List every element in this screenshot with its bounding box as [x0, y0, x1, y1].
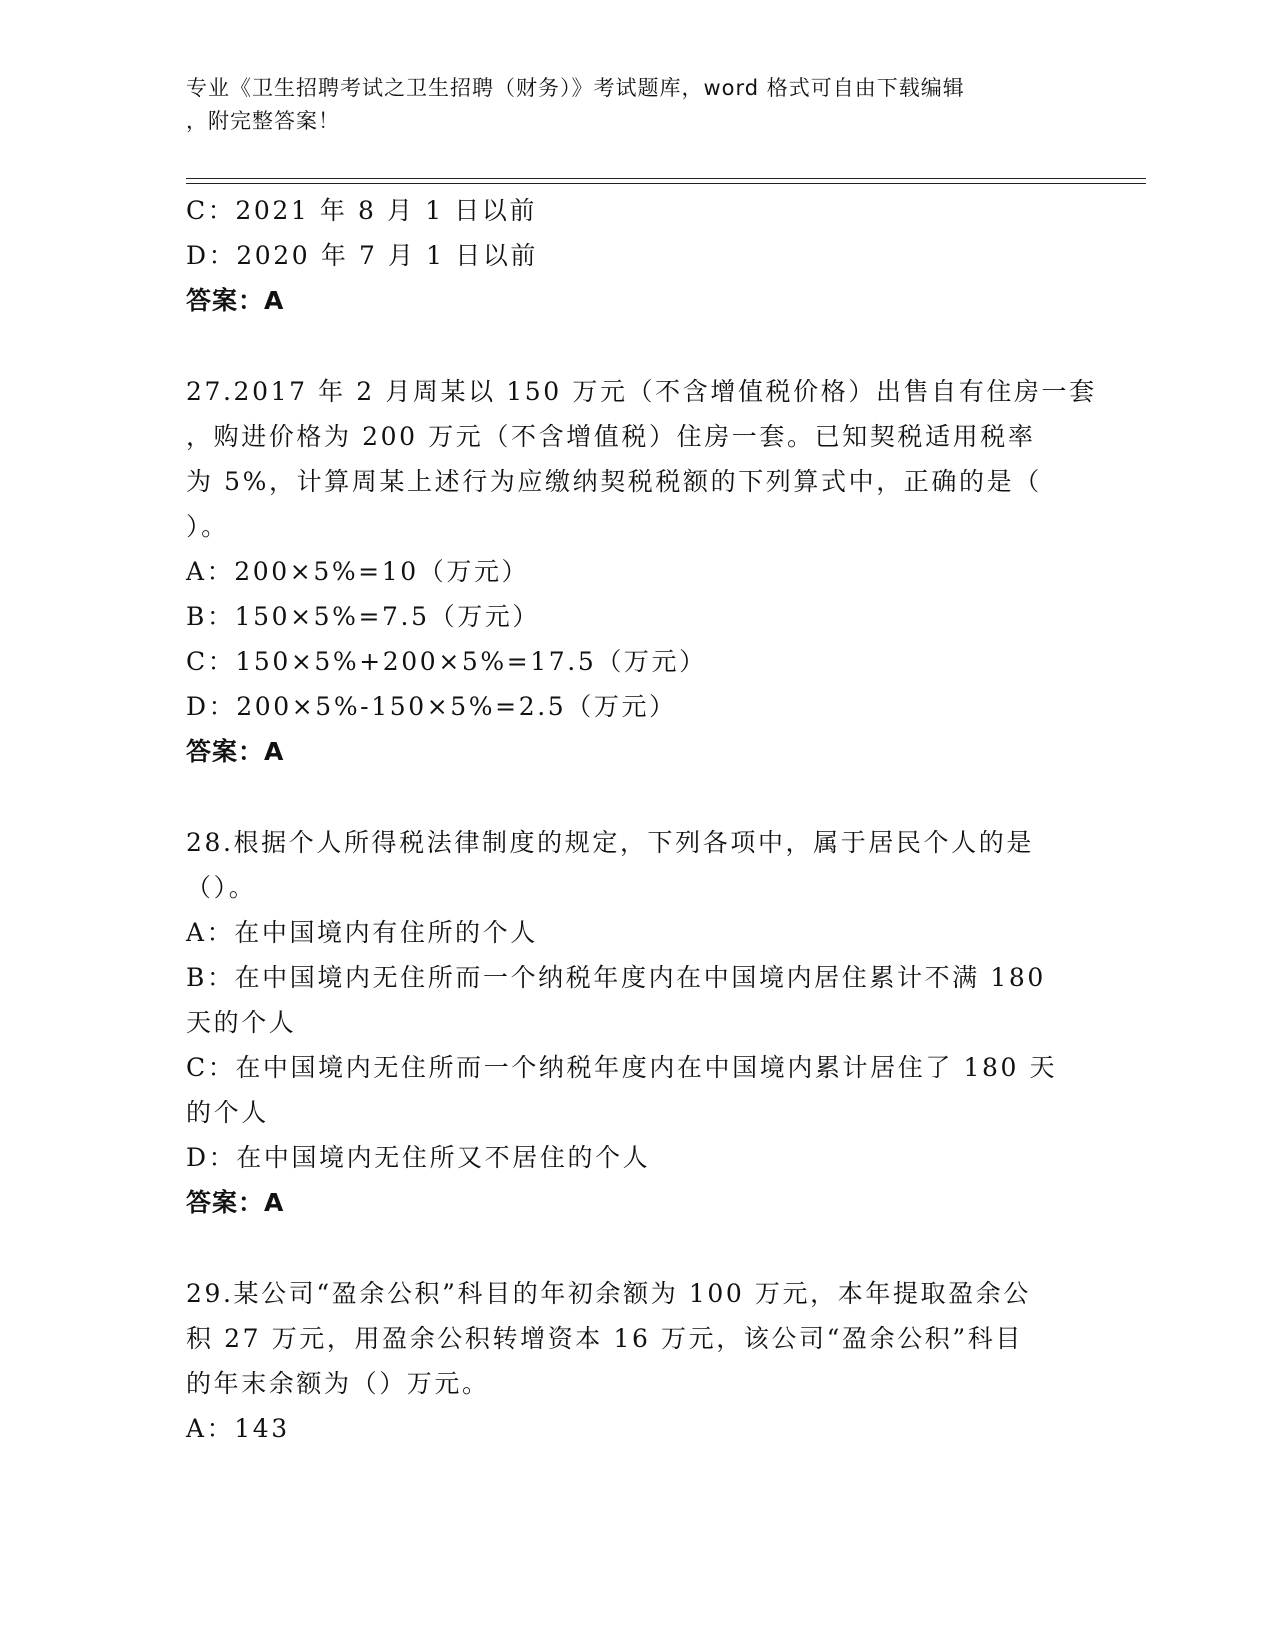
question-text: 28.根据个人所得税法律制度的规定，下列各项中，属于居民个人的是	[186, 828, 1034, 857]
option-d: D：200×5%-150×5%=2.5（万元）	[186, 692, 677, 721]
header-line-2: ，附完整答案！	[186, 109, 340, 133]
document-header	[186, 72, 1066, 138]
option-d: D：2020 年 7 月 1 日以前	[186, 241, 539, 270]
question-content	[186, 188, 1097, 1451]
answer-label: 答案：A	[186, 286, 285, 315]
question-text: 积 27 万元，用盈余公积转增资本 16 万元，该公司“盈余公积”科目	[186, 1324, 1023, 1353]
header-line-1: 专业《卫生招聘考试之卫生招聘（财务）》考试题库，word 格式可自由下载编辑	[186, 76, 965, 100]
option-a: A：在中国境内有住所的个人	[186, 918, 538, 947]
question-text: ，购进价格为 200 万元（不含增值税）住房一套。已知契税适用税率	[186, 422, 1036, 451]
answer-label: 答案：A	[186, 1188, 285, 1217]
previous-question-tail	[186, 188, 1086, 323]
option-b: B：150×5%=7.5（万元）	[186, 602, 541, 631]
question-text: 为 5%，计算周某上述行为应缴纳契税税额的下列算式中，正确的是（	[186, 467, 1042, 496]
question-text: ）。	[186, 512, 229, 541]
header-divider-top	[186, 178, 1146, 179]
option-d: D：在中国境内无住所又不居住的个人	[186, 1143, 651, 1172]
option-c: C：2021 年 8 月 1 日以前	[186, 196, 538, 225]
option-c-continued: 的个人	[186, 1098, 269, 1127]
option-c: C：在中国境内无住所而一个纳税年度内在中国境内累计居住了 180 天	[186, 1053, 1058, 1082]
question-text: （）。	[186, 873, 257, 902]
option-a: A：200×5%=10（万元）	[186, 557, 530, 586]
question-27	[186, 369, 1097, 774]
question-28	[186, 820, 1086, 1225]
question-29	[186, 1271, 1086, 1451]
header-divider-bottom	[186, 183, 1146, 184]
option-b-continued: 天的个人	[186, 1008, 297, 1037]
question-text: 27.2017 年 2 月周某以 150 万元（不含增值税价格）出售自有住房一套	[186, 377, 1097, 406]
option-a: A：143	[186, 1414, 290, 1443]
question-text: 的年末余额为（）万元。	[186, 1369, 490, 1398]
option-b: B：在中国境内无住所而一个纳税年度内在中国境内居住累计不满 180	[186, 963, 1046, 992]
option-c: C：150×5%+200×5%=17.5（万元）	[186, 647, 707, 676]
answer-label: 答案：A	[186, 737, 285, 766]
question-text: 29.某公司“盈余公积”科目的年初余额为 100 万元，本年提取盈余公	[186, 1279, 1031, 1308]
